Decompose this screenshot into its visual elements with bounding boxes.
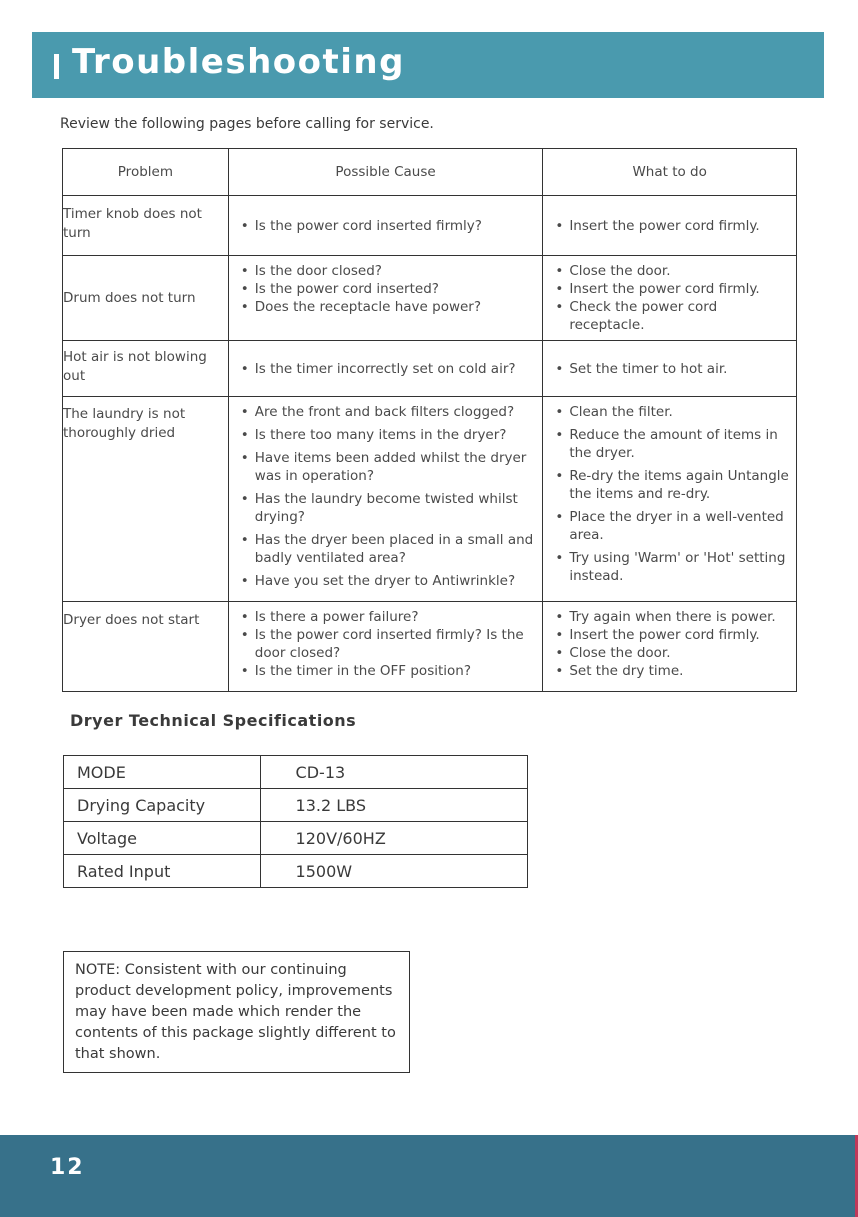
spec-label: MODE xyxy=(64,756,261,789)
problem-cell: Timer knob does not turn xyxy=(63,196,229,256)
intro-text: Review the following pages before calling for service. xyxy=(60,116,434,132)
spec-row xyxy=(64,789,528,822)
list-item: • Try using 'Warm' or 'Hot' setting instead. xyxy=(553,549,790,585)
page-footer xyxy=(0,1135,858,1217)
list-item: • Set the dry time. xyxy=(553,662,790,680)
header-cause: Possible Cause xyxy=(228,149,543,196)
list-item: • Is the door closed? xyxy=(239,262,537,280)
list-item: • Check the power cord receptacle. xyxy=(553,298,790,334)
table-header-row xyxy=(63,149,797,196)
problem-cell: Dryer does not start xyxy=(63,602,229,692)
table-row xyxy=(63,256,797,341)
list-item: • Try again when there is power. xyxy=(553,608,790,626)
list-item: • Has the dryer been placed in a small and badly ventilated area? xyxy=(239,531,537,567)
list-item: • Is the power cord inserted firmly? Is the door closed? xyxy=(239,626,537,662)
list-item: • Has the laundry become twisted whilst drying? xyxy=(239,490,537,526)
action-cell xyxy=(543,196,797,256)
header-action: What to do xyxy=(543,149,797,196)
table-row xyxy=(63,341,797,397)
note-box: NOTE: Consistent with our continuing product development policy, improvements may have been made which render the contents of this package slightly different to that shown. xyxy=(63,951,410,1073)
action-cell xyxy=(543,397,797,602)
table-row xyxy=(63,602,797,692)
header-accent-bar xyxy=(54,54,59,79)
list-item: • Insert the power cord firmly. xyxy=(553,280,790,298)
table-row xyxy=(63,397,797,602)
list-item: • Insert the power cord firmly. xyxy=(553,626,790,644)
header-problem: Problem xyxy=(63,149,229,196)
list-item: • Close the door. xyxy=(553,262,790,280)
spec-row xyxy=(64,756,528,789)
list-item: • Is there a power failure? xyxy=(239,608,537,626)
page-number: 12 xyxy=(50,1155,85,1180)
spec-label: Voltage xyxy=(64,822,261,855)
list-item: • Have items been added whilst the dryer was in operation? xyxy=(239,449,537,485)
list-item: • Is the timer incorrectly set on cold air? xyxy=(239,360,537,378)
list-item: • Is the timer in the OFF position? xyxy=(239,662,537,680)
page-title: Troubleshooting xyxy=(72,42,405,82)
spec-label: Rated Input xyxy=(64,855,261,888)
list-item: • Are the front and back filters clogged? xyxy=(239,403,537,421)
troubleshooting-table xyxy=(62,148,797,692)
list-item: • Close the door. xyxy=(553,644,790,662)
list-item: • Is the power cord inserted? xyxy=(239,280,537,298)
cause-cell xyxy=(228,602,543,692)
cause-cell xyxy=(228,341,543,397)
spec-label: Drying Capacity xyxy=(64,789,261,822)
action-cell xyxy=(543,602,797,692)
problem-cell: Drum does not turn xyxy=(63,256,229,341)
spec-value: CD-13 xyxy=(260,756,527,789)
action-cell xyxy=(543,341,797,397)
list-item: • Reduce the amount of items in the dryer. xyxy=(553,426,790,462)
list-item: • Does the receptacle have power? xyxy=(239,298,537,316)
spec-row xyxy=(64,855,528,888)
list-item: • Set the timer to hot air. xyxy=(553,360,790,378)
list-item: • Have you set the dryer to Antiwrinkle? xyxy=(239,572,537,590)
spec-value: 13.2 LBS xyxy=(260,789,527,822)
list-item: • Clean the filter. xyxy=(553,403,790,421)
list-item: • Is there too many items in the dryer? xyxy=(239,426,537,444)
problem-cell: The laundry is not thoroughly dried xyxy=(63,397,229,602)
cause-cell xyxy=(228,256,543,341)
spec-value: 1500W xyxy=(260,855,527,888)
specs-title: Dryer Technical Specifications xyxy=(70,711,357,730)
cause-cell xyxy=(228,196,543,256)
action-cell xyxy=(543,256,797,341)
page-header xyxy=(32,32,824,98)
list-item: • Re-dry the items again Untangle the items and re-dry. xyxy=(553,467,790,503)
problem-cell: Hot air is not blowing out xyxy=(63,341,229,397)
list-item: • Place the dryer in a well-vented area. xyxy=(553,508,790,544)
list-item: • Insert the power cord firmly. xyxy=(553,217,790,235)
cause-cell xyxy=(228,397,543,602)
spec-row xyxy=(64,822,528,855)
specs-table xyxy=(63,755,528,888)
list-item: • Is the power cord inserted firmly? xyxy=(239,217,537,235)
spec-value: 120V/60HZ xyxy=(260,822,527,855)
table-row xyxy=(63,196,797,256)
